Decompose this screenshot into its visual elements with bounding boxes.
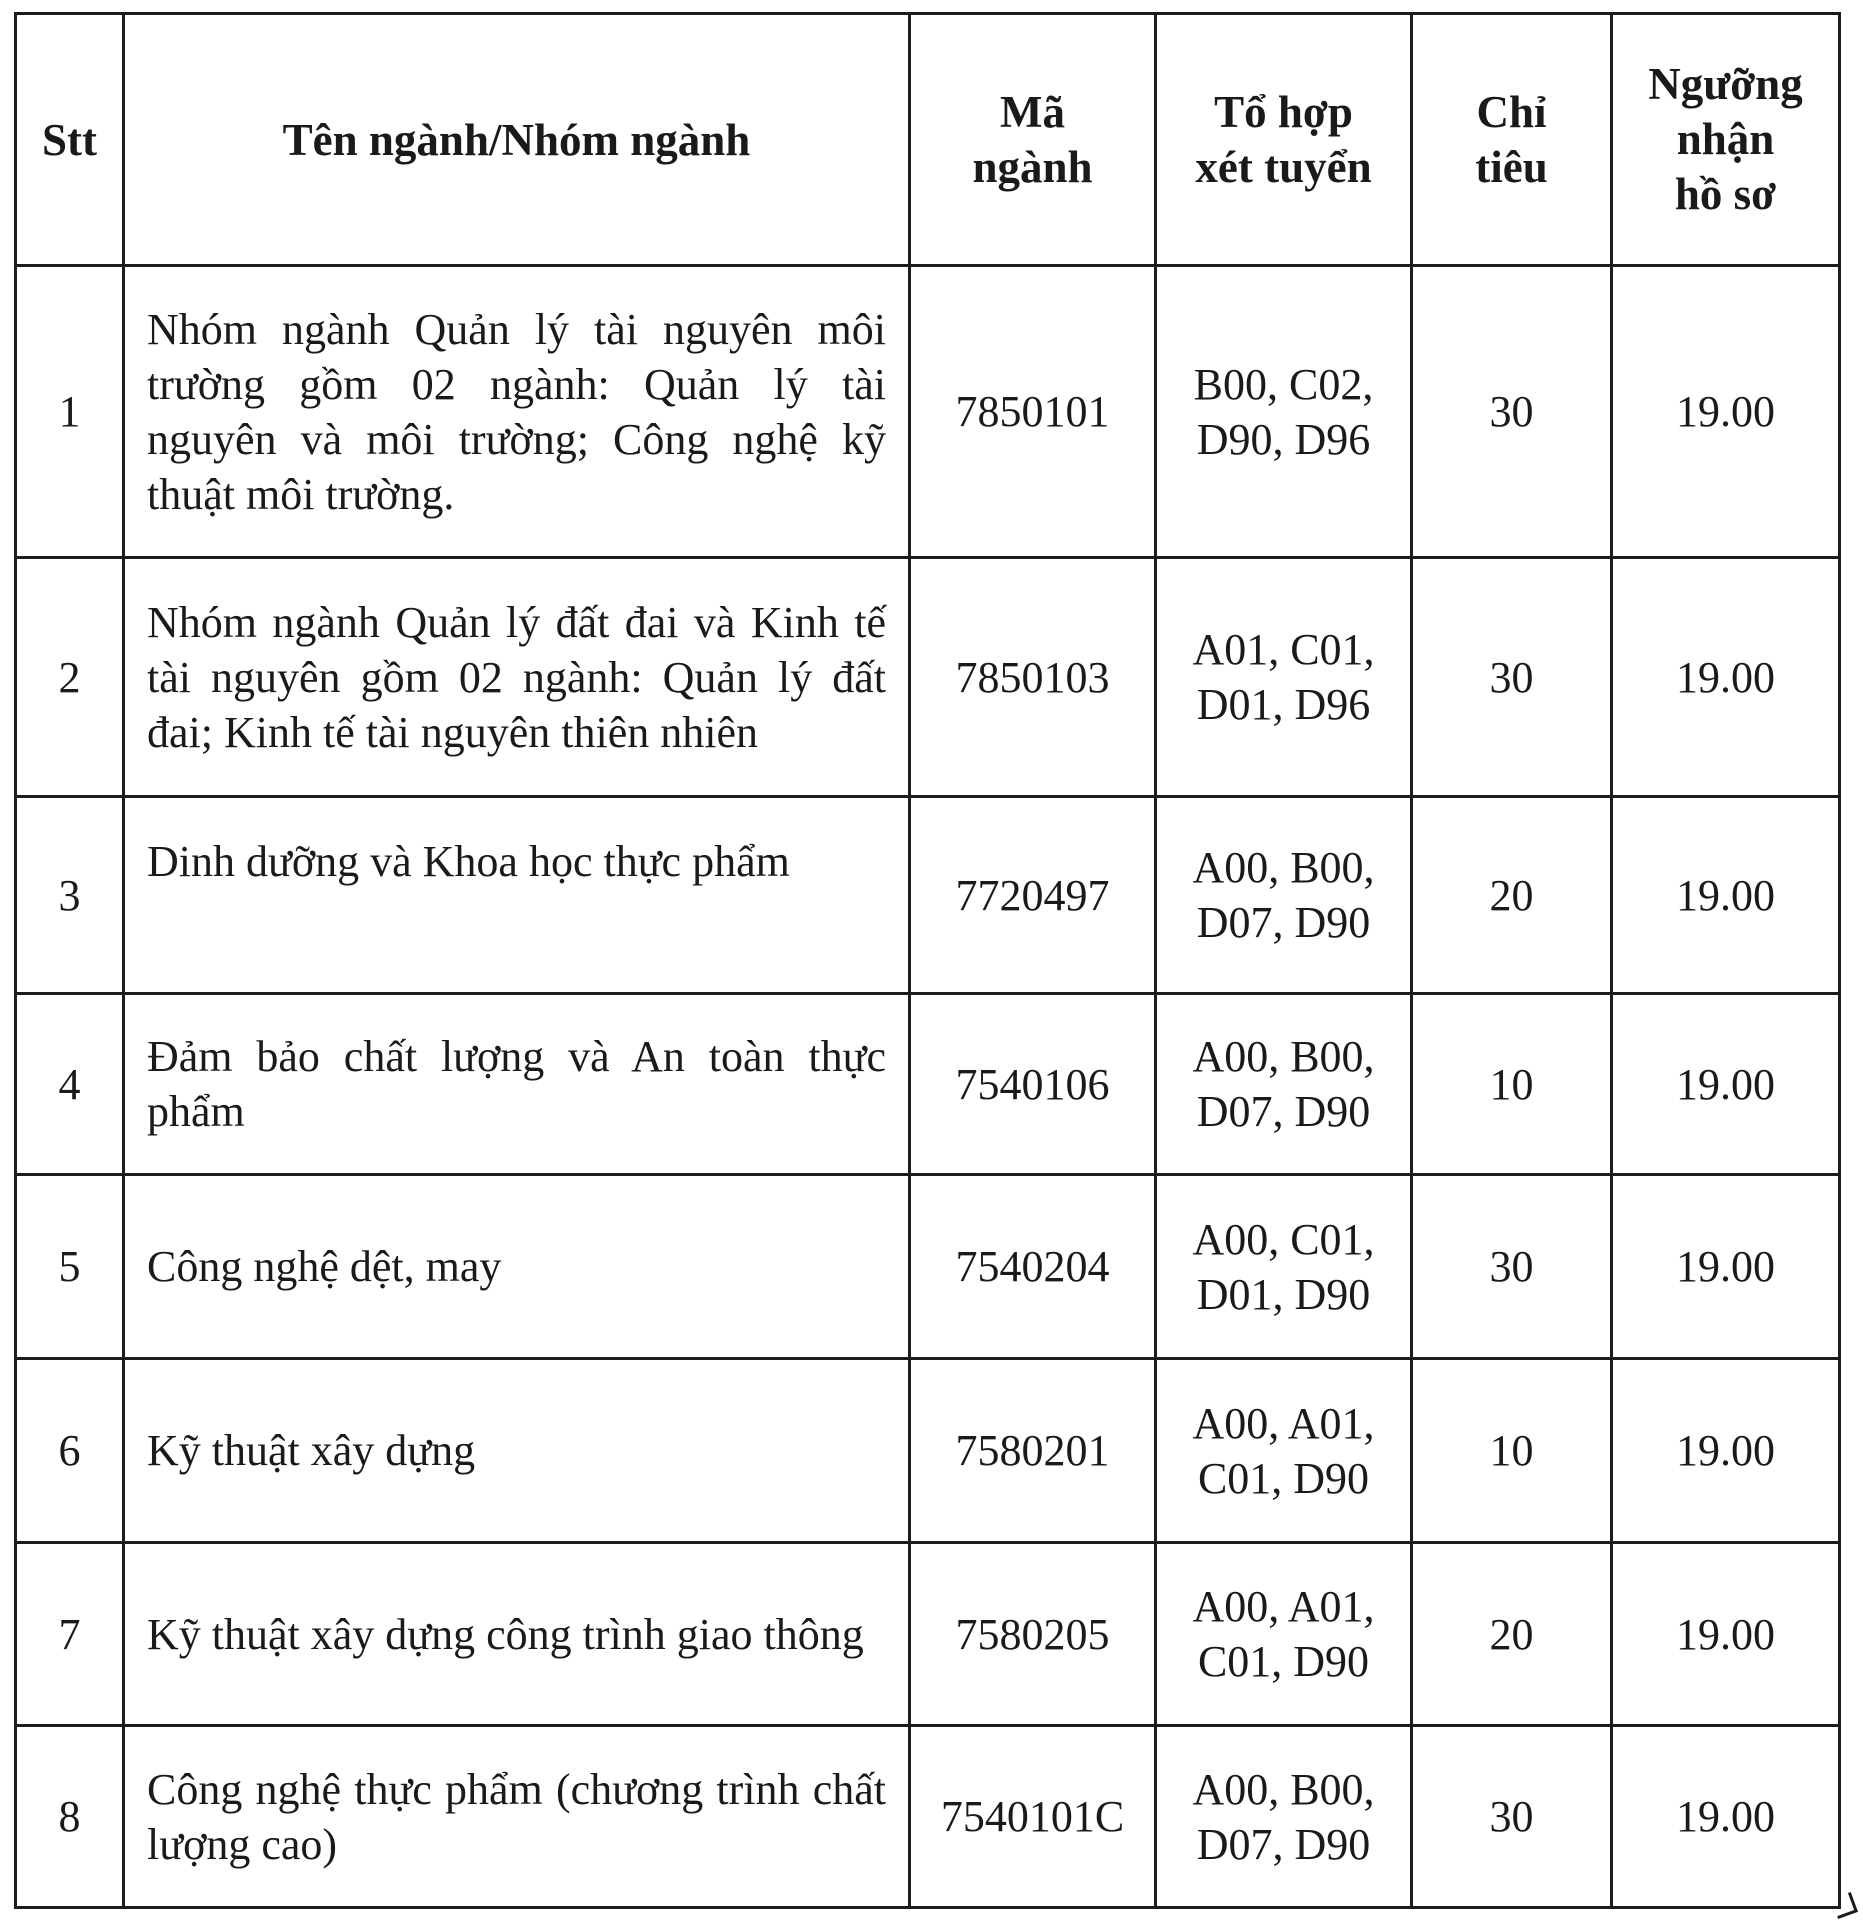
combo-line: A01, C01,: [1192, 625, 1375, 674]
cell-combo: [1156, 1175, 1412, 1359]
table-row: [16, 1543, 1840, 1726]
cell-stt: 6: [16, 1359, 124, 1543]
cell-quota: 30: [1412, 266, 1612, 558]
cell-code: 7540101C: [910, 1726, 1156, 1908]
combo-line: A00, B00,: [1192, 843, 1375, 892]
combo-line: A00, B00,: [1192, 1032, 1375, 1081]
cell-quota: 30: [1412, 558, 1612, 797]
cell-threshold: 19.00: [1612, 1726, 1840, 1908]
cell-combo: [1156, 1359, 1412, 1543]
cell-code: 7540106: [910, 994, 1156, 1175]
cell-code: 7540204: [910, 1175, 1156, 1359]
cell-name: Kỹ thuật xây dựng công trình giao thông: [124, 1543, 910, 1726]
table-row: [16, 994, 1840, 1175]
table-row: [16, 1175, 1840, 1359]
cell-stt: 2: [16, 558, 124, 797]
header-stt: Stt: [16, 14, 124, 266]
cell-stt: 7: [16, 1543, 124, 1726]
cell-code: 7850101: [910, 266, 1156, 558]
cell-code: 7720497: [910, 797, 1156, 994]
combo-line: A00, A01,: [1192, 1582, 1375, 1631]
cell-threshold: 19.00: [1612, 266, 1840, 558]
header-code: Mã ngành: [910, 14, 1156, 266]
cell-stt: 5: [16, 1175, 124, 1359]
combo-line: A00, A01,: [1192, 1398, 1375, 1448]
cell-combo: [1156, 266, 1412, 558]
cell-quota: 10: [1412, 1359, 1612, 1543]
cell-combo: [1156, 1726, 1412, 1908]
combo-line: C01, D90: [1197, 1637, 1370, 1686]
combo-line: D01, D90: [1196, 1269, 1371, 1319]
cell-stt: 3: [16, 797, 124, 994]
combo-line: D07, D90: [1196, 898, 1371, 947]
table-row: [16, 1359, 1840, 1543]
admission-table-sheet: [14, 12, 1838, 1906]
header-threshold: Ngưỡng nhận hồ sơ: [1612, 14, 1840, 266]
cell-quota: 30: [1412, 1726, 1612, 1908]
cell-name: Kỹ thuật xây dựng: [124, 1359, 910, 1543]
combo-line: B00, C02,: [1193, 359, 1374, 409]
header-row: [16, 14, 1840, 266]
cell-name: Nhóm ngành Quản lý tài nguyên môi trường gồm 02 ngành: Quản lý tài nguyên và môi trường; Công nghệ kỹ thuật môi trường.: [124, 266, 910, 558]
combo-line: A00, B00,: [1192, 1764, 1375, 1814]
cell-code: 7580201: [910, 1359, 1156, 1543]
combo-line: D01, D96: [1196, 680, 1371, 729]
table-row: [16, 558, 1840, 797]
combo-line: D07, D90: [1196, 1819, 1371, 1869]
cell-threshold: 19.00: [1612, 558, 1840, 797]
cell-threshold: 19.00: [1612, 1175, 1840, 1359]
table-row: [16, 797, 1840, 994]
header-quota: Chỉ tiêu: [1412, 14, 1612, 266]
cell-name: Dinh dưỡng và Khoa học thực phẩm: [124, 797, 910, 994]
cell-code: 7850103: [910, 558, 1156, 797]
cell-threshold: 19.00: [1612, 797, 1840, 994]
cell-name: Công nghệ thực phẩm (chương trình chất lượng cao): [124, 1726, 910, 1908]
cell-code: 7580205: [910, 1543, 1156, 1726]
cell-stt: 1: [16, 266, 124, 558]
cell-threshold: 19.00: [1612, 1543, 1840, 1726]
combo-line: A00, C01,: [1192, 1214, 1375, 1264]
cell-threshold: 19.00: [1612, 1359, 1840, 1543]
cell-combo: [1156, 797, 1412, 994]
cell-quota: 20: [1412, 1543, 1612, 1726]
cell-name: Nhóm ngành Quản lý đất đai và Kinh tế tài nguyên gồm 02 ngành: Quản lý đất đai; Kinh tế tài nguyên thiên nhiên: [124, 558, 910, 797]
header-combo: Tổ hợp xét tuyển: [1156, 14, 1412, 266]
cell-name: Công nghệ dệt, may: [124, 1175, 910, 1359]
table-row: [16, 1726, 1840, 1908]
cell-combo: [1156, 558, 1412, 797]
cell-quota: 20: [1412, 797, 1612, 994]
admission-table: [14, 12, 1841, 1909]
header-name: Tên ngành/Nhóm ngành: [124, 14, 910, 266]
cell-combo: [1156, 994, 1412, 1175]
cell-stt: 8: [16, 1726, 124, 1908]
cell-quota: 10: [1412, 994, 1612, 1175]
combo-line: D90, D96: [1196, 414, 1371, 464]
cell-quota: 30: [1412, 1175, 1612, 1359]
cell-name: Đảm bảo chất lượng và An toàn thực phẩm: [124, 994, 910, 1175]
combo-line: C01, D90: [1197, 1453, 1370, 1503]
table-row: [16, 266, 1840, 558]
cell-threshold: 19.00: [1612, 994, 1840, 1175]
cell-stt: 4: [16, 994, 124, 1175]
cell-combo: [1156, 1543, 1412, 1726]
combo-line: D07, D90: [1196, 1087, 1371, 1136]
